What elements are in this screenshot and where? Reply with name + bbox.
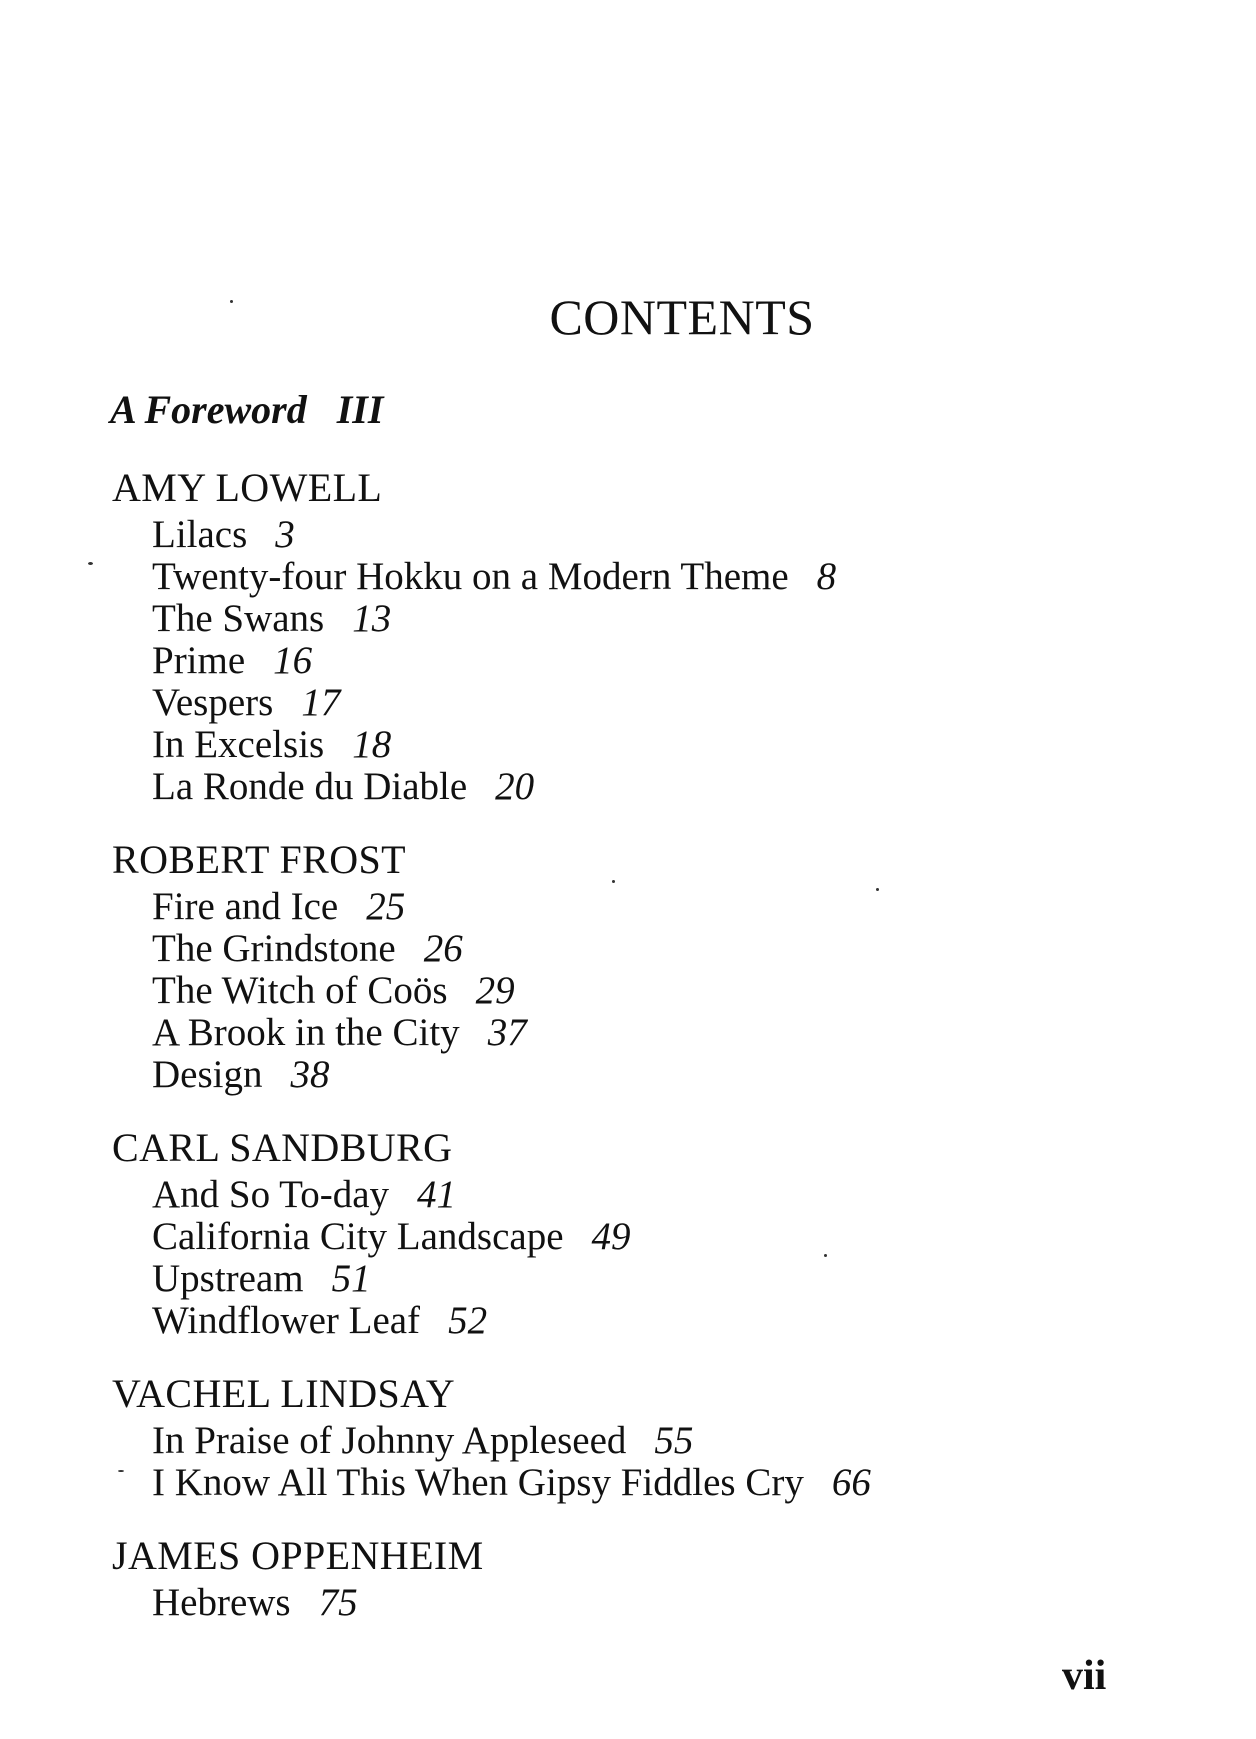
author-section	[112, 1368, 1112, 1504]
poem-title: Prime	[152, 639, 246, 682]
poem-entry[interactable]	[152, 1582, 1112, 1624]
author-heading: ROBERT FROST	[112, 837, 406, 882]
author-section	[112, 834, 1112, 1096]
poem-list	[112, 1420, 1112, 1504]
poem-page-number: 20	[495, 765, 535, 808]
poem-entry[interactable]	[152, 682, 1112, 724]
poem-title: Hebrews	[152, 1581, 291, 1624]
poem-list	[112, 886, 1112, 1096]
page-title: CONTENTS	[549, 289, 815, 345]
foreword-page-number: III	[336, 387, 384, 432]
poem-page-number: 66	[831, 1461, 871, 1504]
poem-entry[interactable]	[152, 1174, 1112, 1216]
poem-entry[interactable]	[152, 1012, 1112, 1054]
poem-entry[interactable]	[152, 514, 1112, 556]
poem-title: California City Landscape	[152, 1215, 564, 1258]
poem-list	[112, 1582, 1112, 1624]
poem-entry[interactable]	[152, 1216, 1112, 1258]
poem-page-number: 49	[591, 1215, 631, 1258]
author-section	[112, 1122, 1112, 1342]
poem-entry[interactable]	[152, 1420, 1112, 1462]
poem-entry[interactable]	[152, 1300, 1112, 1342]
poem-page-number: 75	[318, 1581, 358, 1624]
poem-title: La Ronde du Diable	[152, 765, 468, 808]
poem-page-number: 26	[423, 927, 463, 970]
poem-list	[112, 514, 1112, 808]
poem-list	[112, 1174, 1112, 1342]
poem-title: Lilacs	[152, 513, 248, 556]
foreword-entry[interactable]	[110, 386, 383, 433]
poem-title: Design	[152, 1053, 263, 1096]
poem-title: The Witch of Coös	[152, 969, 448, 1012]
contents-list	[112, 462, 1112, 1650]
author-heading: VACHEL LINDSAY	[112, 1371, 456, 1416]
poem-entry[interactable]	[152, 640, 1112, 682]
author-heading: AMY LOWELL	[112, 465, 383, 510]
poem-title: In Excelsis	[152, 723, 325, 766]
poem-entry[interactable]	[152, 1054, 1112, 1096]
poem-entry[interactable]	[152, 886, 1112, 928]
poem-title: I Know All This When Gipsy Fiddles Cry	[152, 1461, 804, 1504]
poem-page-number: 16	[273, 639, 313, 682]
poem-page-number: 8	[816, 555, 837, 598]
author-heading: CARL SANDBURG	[112, 1125, 453, 1170]
poem-entry[interactable]	[152, 928, 1112, 970]
poem-page-number: 17	[301, 681, 341, 724]
poem-page-number: 18	[352, 723, 392, 766]
poem-page-number: 29	[475, 969, 515, 1012]
poem-page-number: 13	[352, 597, 392, 640]
poem-page-number: 38	[290, 1053, 330, 1096]
poem-entry[interactable]	[152, 1462, 1112, 1504]
poem-page-number: 25	[366, 885, 406, 928]
poem-entry[interactable]	[152, 1258, 1112, 1300]
poem-page-number: 51	[331, 1257, 371, 1300]
author-section	[112, 1530, 1112, 1624]
scan-speck	[88, 562, 93, 565]
poem-entry[interactable]	[152, 724, 1112, 766]
poem-page-number: 3	[275, 513, 295, 556]
poem-title: Fire and Ice	[152, 885, 339, 928]
poem-page-number: 37	[487, 1011, 527, 1054]
poem-title: In Praise of Johnny Appleseed	[152, 1419, 627, 1462]
page-number: vii	[1062, 1653, 1107, 1699]
poem-page-number: 55	[654, 1419, 694, 1462]
poem-title: And So To-day	[152, 1173, 390, 1216]
poem-entry[interactable]	[152, 766, 1112, 808]
poem-page-number: 52	[448, 1299, 488, 1342]
poem-page-number: 41	[417, 1173, 457, 1216]
poem-entry[interactable]	[152, 556, 1112, 598]
poem-title: A Brook in the City	[152, 1011, 460, 1054]
poem-title: The Grindstone	[152, 927, 396, 970]
foreword-label: A Foreword	[110, 387, 307, 432]
poem-entry[interactable]	[152, 598, 1112, 640]
author-heading: JAMES OPPENHEIM	[112, 1533, 484, 1578]
poem-title: Vespers	[152, 681, 274, 724]
poem-title: The Swans	[152, 597, 325, 640]
poem-title: Twenty-four Hokku on a Modern Theme	[152, 555, 789, 598]
author-section	[112, 462, 1112, 808]
poem-title: Windflower Leaf	[152, 1299, 421, 1342]
poem-title: Upstream	[152, 1257, 304, 1300]
poem-entry[interactable]	[152, 970, 1112, 1012]
